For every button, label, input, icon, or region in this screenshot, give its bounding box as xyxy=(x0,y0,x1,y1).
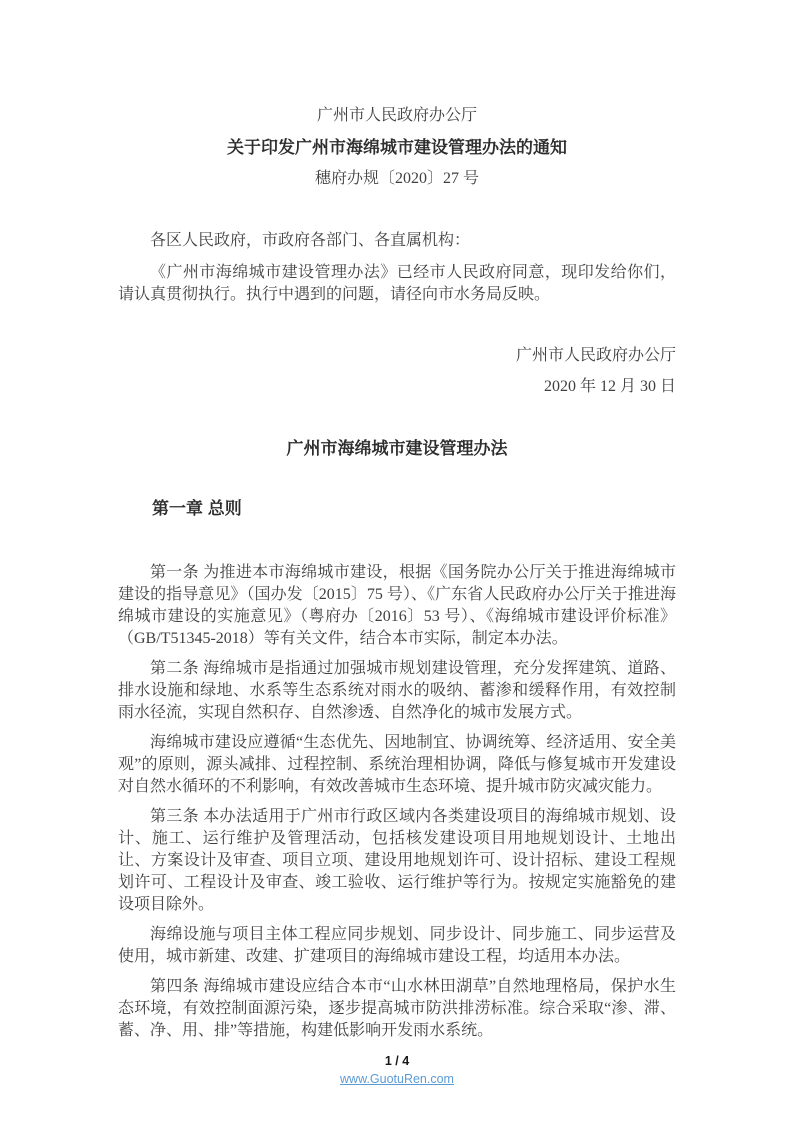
article-1-paragraph: 第一条 为推进本市海绵城市建设，根据《国务院办公厅关于推进海绵城市建设的指导意见》（国办发〔2015〕75 号）、《广东省人民政府办公厅关于推进海绵城市建设的实施意见》（粤府办〔2016〕53 号）、《海绵城市建设评价标准》（GB/T51345-2018）等有关文件，结合本市实际，制定本办法。 xyxy=(118,564,676,647)
salutation-line: 各区人民政府，市政府各部门、各直属机构： xyxy=(150,232,471,249)
notice-title: 关于印发广州市海绵城市建设管理办法的通知 xyxy=(227,138,567,157)
chapter-one-heading: 第一章 总则 xyxy=(152,499,242,518)
article-2-continuation-paragraph: 海绵城市建设应遵循“生态优先、因地制宜、协调统筹、经济适用、安全美观”的原则，源头减排、过程控制、系统治理相协调，降低与修复城市开发建设对自然水循环的不利影响，有效改善城市生态环境、提升城市防灾减灾能力。 xyxy=(118,734,676,795)
article-2-paragraph: 第二条 海绵城市是指通过加强城市规划建设管理，充分发挥建筑、道路、排水设施和绿地、水系等生态系统对雨水的吸纳、蓄渗和缓释作用，有效控制雨水径流，实现自然积存、自然渗透、自然净化的城市发展方式。 xyxy=(118,660,676,721)
page-number-indicator: 1 / 4 xyxy=(384,1054,410,1068)
measures-title: 广州市海绵城市建设管理办法 xyxy=(286,439,508,458)
signature-date: 2020 年 12 月 30 日 xyxy=(543,378,676,395)
article-4-paragraph: 第四条 海绵城市建设应结合本市“山水林田湖草”自然地理格局，保护水生态环境，有效控制面源污染，逐步提高城市防洪排涝标准。综合采取“渗、滞、蓄、净、用、排”等措施，构建低影响开发雨水系统。 xyxy=(118,978,676,1039)
signature-org: 广州市人民政府办公厅 xyxy=(515,347,676,364)
issuing-office-line: 广州市人民政府办公厅 xyxy=(316,107,477,124)
document-number: 穗府办规〔2020〕27 号 xyxy=(314,170,479,187)
signature-block xyxy=(118,345,676,398)
intro-paragraph: 《广州市海绵城市建设管理办法》已经市人民政府同意，现印发给你们，请认真贯彻执行。执行中遇到的问题，请径向市水务局反映。 xyxy=(118,264,676,303)
page-footer xyxy=(118,1054,676,1088)
article-3-paragraph: 第三条 本办法适用于广州市行政区域内各类建设项目的海绵城市规划、设计、施工、运行维护及管理活动，包括核发建设项目用地规划设计、土地出让、方案设计及审查、项目立项、建设用地规划许可、设计招标、建设工程规划许可、工程设计及审查、竣工验收、运行维护等行为。按规定实施豁免的建设项目除外。 xyxy=(118,808,676,913)
article-3-continuation-paragraph: 海绵设施与项目主体工程应同步规划、同步设计、同步施工、同步运营及使用，城市新建、改建、扩建项目的海绵城市建设工程，均适用本办法。 xyxy=(118,926,676,965)
website-link[interactable]: www.GuotuRen.com xyxy=(340,1072,454,1086)
